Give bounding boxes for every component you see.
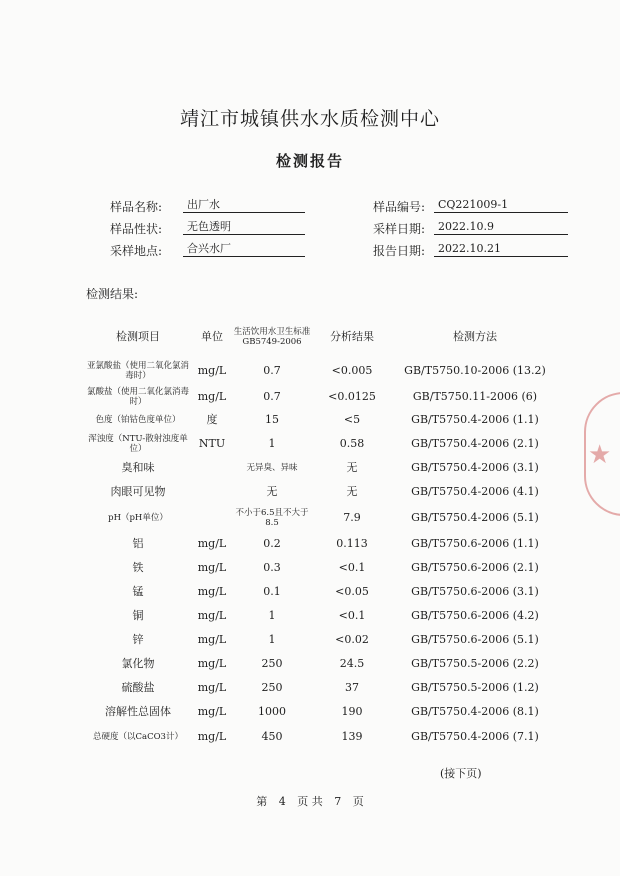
table-row xyxy=(84,408,558,432)
page-total: 7 xyxy=(334,795,342,808)
cell-method: GB/T5750.4-2006 (4.1) xyxy=(411,485,539,498)
page-current: 4 xyxy=(278,795,286,808)
sampling-site-label: 采样地点: xyxy=(109,244,162,258)
cell-item: 臭和味 xyxy=(121,461,155,474)
report-date-value: 2022.10.21 xyxy=(434,241,568,257)
cell-unit: mg/L xyxy=(197,633,227,646)
sample-name-label: 样品名称: xyxy=(109,200,162,214)
cell-unit: mg/L xyxy=(197,537,227,550)
cell-standard: 1 xyxy=(268,609,276,622)
cell-standard: 0.2 xyxy=(263,537,281,550)
cell-result: 0.113 xyxy=(336,537,368,550)
cell-result: <0.1 xyxy=(338,561,366,574)
cell-method: GB/T5750.4-2006 (5.1) xyxy=(411,511,539,524)
cell-item: 溶解性总固体 xyxy=(105,705,171,718)
table-row xyxy=(84,556,558,580)
table-row xyxy=(84,580,558,604)
cell-method: GB/T5750.6-2006 (3.1) xyxy=(411,585,539,598)
table-row xyxy=(84,432,558,456)
table-row xyxy=(84,356,558,386)
results-table xyxy=(84,318,558,750)
cell-method: GB/T5750.4-2006 (1.1) xyxy=(411,413,539,426)
table-row xyxy=(84,480,558,504)
cell-result: <0.02 xyxy=(335,633,369,646)
organization-name: 靖江市城镇供水水质检测中心 xyxy=(179,108,440,130)
results-body xyxy=(84,356,558,750)
cell-standard: 不小于6.5且不大于8.5 xyxy=(235,508,309,528)
cell-unit: mg/L xyxy=(197,705,227,718)
cell-result: 0.58 xyxy=(339,437,365,450)
col-header-result: 分析结果 xyxy=(330,330,374,343)
cell-standard: 0.3 xyxy=(263,561,281,574)
page-suffix: 页 xyxy=(352,795,364,808)
sampling-date-label: 采样日期: xyxy=(372,222,425,236)
cell-method: GB/T5750.5-2006 (1.2) xyxy=(411,681,539,694)
col-header-item: 检测项目 xyxy=(116,330,160,343)
cell-standard: 1 xyxy=(268,437,276,450)
cell-standard: 0.1 xyxy=(263,585,281,598)
cell-standard: 1000 xyxy=(258,705,286,718)
cell-result: <5 xyxy=(343,413,361,426)
cell-method: GB/T5750.4-2006 (8.1) xyxy=(411,705,539,718)
cell-result: 7.9 xyxy=(343,511,361,524)
cell-unit: mg/L xyxy=(197,585,227,598)
cell-method: GB/T5750.5-2006 (2.2) xyxy=(411,657,539,670)
sampling-date-value: 2022.10.9 xyxy=(434,219,568,235)
table-row xyxy=(84,724,558,750)
cell-item: pH（pH单位） xyxy=(108,513,168,523)
report-date-label: 报告日期: xyxy=(372,244,425,258)
col-header-standard: 生活饮用水卫生标准GB5749-2006 xyxy=(233,327,311,347)
cell-unit xyxy=(192,480,232,504)
cell-standard: 450 xyxy=(261,730,283,743)
cell-item: 肉眼可见物 xyxy=(110,485,166,498)
cell-result: <0.1 xyxy=(338,609,366,622)
cell-item: 硫酸盐 xyxy=(121,681,155,694)
page-number xyxy=(0,793,620,809)
cell-item: 总硬度（以CaCO3计） xyxy=(93,732,183,742)
cell-result: 24.5 xyxy=(339,657,365,670)
cell-unit: mg/L xyxy=(197,364,227,377)
cell-standard: 250 xyxy=(261,681,283,694)
seal-star-icon: ★ xyxy=(588,440,612,470)
cell-unit: mg/L xyxy=(197,609,227,622)
table-row xyxy=(84,700,558,724)
cell-item: 氯化物 xyxy=(121,657,155,670)
table-row xyxy=(84,386,558,408)
cell-unit: mg/L xyxy=(197,390,227,403)
sample-name-value: 出厂水 xyxy=(183,197,305,213)
cell-standard: 无 xyxy=(266,485,278,498)
cell-item: 铜 xyxy=(132,609,144,622)
cell-result: <0.005 xyxy=(331,364,373,377)
table-row xyxy=(84,456,558,480)
sample-property-value: 无色透明 xyxy=(183,219,305,235)
page-prefix: 第 xyxy=(256,795,268,808)
cell-standard: 无异臭、异味 xyxy=(246,463,298,473)
cell-method: GB/T5750.6-2006 (2.1) xyxy=(411,561,539,574)
sample-no-label: 样品编号: xyxy=(372,200,425,214)
table-row xyxy=(84,628,558,652)
cell-method: GB/T5750.6-2006 (1.1) xyxy=(411,537,539,550)
cell-result: 37 xyxy=(345,681,359,694)
cell-result: 无 xyxy=(346,461,358,474)
sample-property-label: 样品性状: xyxy=(109,222,162,236)
col-header-method: 检测方法 xyxy=(453,330,497,343)
cell-method: GB/T5750.6-2006 (5.1) xyxy=(411,633,539,646)
cell-unit: NTU xyxy=(198,437,226,450)
cell-method: GB/T5750.4-2006 (7.1) xyxy=(411,730,539,743)
cell-unit: mg/L xyxy=(197,561,227,574)
cell-item: 锌 xyxy=(132,633,144,646)
cell-method: GB/T5750.11-2006 (6) xyxy=(412,390,538,403)
cell-result: 无 xyxy=(346,485,358,498)
report-title: 检测报告 xyxy=(275,152,344,170)
cell-item: 浑浊度（NTU-散射浊度单位） xyxy=(88,434,188,454)
cell-method: GB/T5750.6-2006 (4.2) xyxy=(411,609,539,622)
table-row xyxy=(84,504,558,532)
cell-result: <0.0125 xyxy=(328,390,376,403)
cell-result: <0.05 xyxy=(335,585,369,598)
cell-item: 氯酸盐（使用二氧化氯消毒时） xyxy=(86,387,189,407)
cell-unit xyxy=(192,456,232,480)
cell-standard: 250 xyxy=(261,657,283,670)
cell-item: 亚氯酸盐（使用二氧化氯消毒时） xyxy=(86,361,189,381)
cell-method: GB/T5750.10-2006 (13.2) xyxy=(404,364,546,377)
cell-standard: 15 xyxy=(265,413,279,426)
table-row xyxy=(84,652,558,676)
cell-item: 铝 xyxy=(132,537,144,550)
sample-no-value: CQ221009-1 xyxy=(434,197,568,213)
cell-standard: 0.7 xyxy=(263,390,281,403)
cell-method: GB/T5750.4-2006 (3.1) xyxy=(411,461,539,474)
cell-standard: 1 xyxy=(268,633,276,646)
cell-unit: mg/L xyxy=(197,730,227,743)
cell-unit: mg/L xyxy=(197,681,227,694)
cell-item: 色度（铂钴色度单位） xyxy=(95,415,181,425)
cell-standard: 0.7 xyxy=(263,364,281,377)
cell-unit: 度 xyxy=(206,413,218,426)
table-row xyxy=(84,604,558,628)
cell-item: 铁 xyxy=(132,561,144,574)
cell-unit xyxy=(192,504,232,532)
cell-result: 139 xyxy=(341,730,363,743)
col-header-unit: 单位 xyxy=(201,330,223,343)
table-row xyxy=(84,532,558,556)
table-row xyxy=(84,676,558,700)
cell-result: 190 xyxy=(341,705,363,718)
continued-note: (接下页) xyxy=(440,767,482,780)
cell-item: 锰 xyxy=(132,585,144,598)
sampling-site-value: 合兴水厂 xyxy=(183,241,305,257)
results-heading: 检测结果: xyxy=(86,287,139,301)
cell-unit: mg/L xyxy=(197,657,227,670)
cell-method: GB/T5750.4-2006 (2.1) xyxy=(411,437,539,450)
page-mid: 页 共 xyxy=(297,795,323,808)
